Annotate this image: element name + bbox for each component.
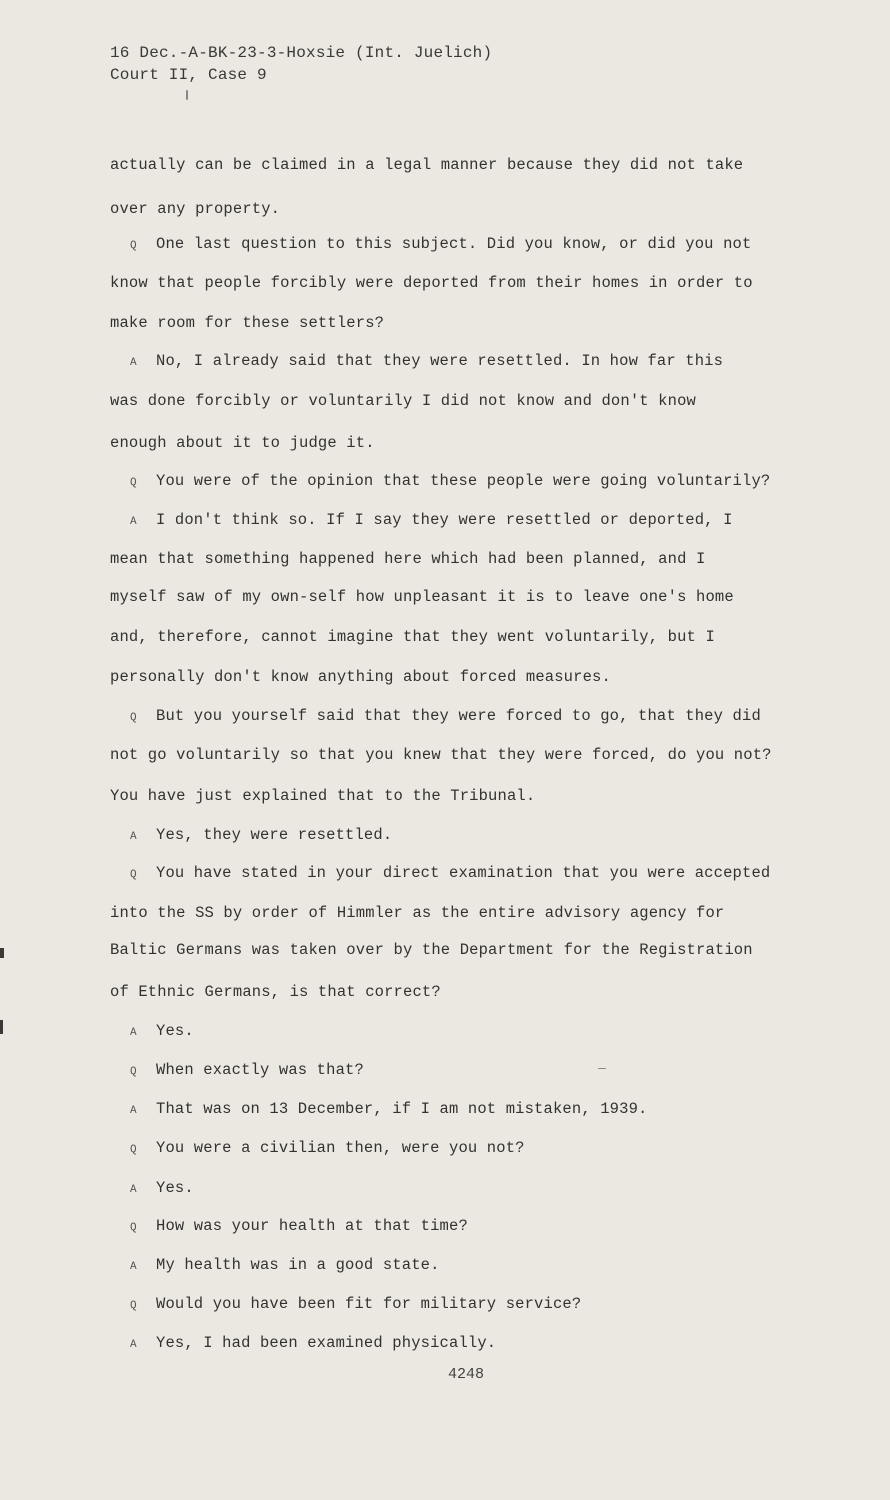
binding-mark [0,1020,3,1034]
question-line: Q One last question to this subject. Did you know, or did you not [130,235,752,253]
answer-marker: A [130,357,137,369]
text-line: not go voluntarily so that you knew that they were forced, do you not? [110,746,772,764]
answer-line: A Yes, I had been examined physically. [130,1334,497,1352]
question-marker: Q [130,1066,137,1078]
answer-line: A My health was in a good state. [130,1256,440,1274]
question-marker: Q [130,477,137,489]
question-marker: Q [130,869,137,881]
binding-mark [0,948,4,958]
answer-marker: A [130,1339,137,1351]
text-line: was done forcibly or voluntarily I did not know and don't know [110,392,696,410]
question-marker: Q [130,1300,137,1312]
answer-marker: A [130,1261,137,1273]
header-line-2: Court II, Case 9 [110,66,267,84]
answer-line: A Yes. [130,1022,194,1040]
question-line: Q Would you have been fit for military service? [130,1295,582,1313]
text-line: into the SS by order of Himmler as the entire advisory agency for [110,904,725,922]
text-line: actually can be claimed in a legal manner because they did not take [110,156,744,174]
answer-marker: A [130,516,137,528]
paper-speck [186,90,188,100]
text-line: and, therefore, cannot imagine that they went voluntarily, but I [110,628,715,646]
answer-line: A Yes. [130,1179,194,1197]
text-line: Baltic Germans was taken over by the Department for the Registration [110,941,753,959]
answer-marker: A [130,1184,137,1196]
text-line: You have just explained that to the Tribunal. [110,787,536,805]
question-line: Q But you yourself said that they were forced to go, that they did [130,707,761,725]
text-line: of Ethnic Germans, is that correct? [110,983,441,1001]
question-marker: Q [130,1144,137,1156]
text-line: over any property. [110,200,281,218]
paper-speck [598,1068,606,1069]
text-line: enough about it to judge it. [110,434,375,452]
text-line: personally don't know anything about forced measures. [110,668,611,686]
header-line-1: 16 Dec.-A-BK-23-3-Hoxsie (Int. Juelich) [110,44,493,62]
question-line: Q How was your health at that time? [130,1217,468,1235]
question-marker: Q [130,1222,137,1234]
answer-marker: A [130,831,137,843]
answer-marker: A [130,1027,137,1039]
question-line: Q You were a civilian then, were you not? [130,1139,525,1157]
text-line: make room for these settlers? [110,314,385,332]
question-marker: Q [130,712,137,724]
answer-marker: A [130,1105,137,1117]
answer-line: A That was on 13 December, if I am not mistaken, 1939. [130,1100,648,1118]
question-line: Q You have stated in your direct examination that you were accepted [130,864,771,882]
question-line: Q When exactly was that? [130,1061,364,1079]
answer-line: A I don't think so. If I say they were resettled or deported, I [130,511,733,529]
answer-line: A No, I already said that they were resettled. In how far this [130,352,724,370]
question-marker: Q [130,240,137,252]
text-line: mean that something happened here which had been planned, and I [110,550,706,568]
text-line: myself saw of my own-self how unpleasant it is to leave one's home [110,588,734,606]
answer-line: A Yes, they were resettled. [130,826,393,844]
page-number: 4248 [448,1366,485,1383]
question-line: Q You were of the opinion that these people were going voluntarily? [130,472,771,490]
text-line: know that people forcibly were deported from their homes in order to [110,274,753,292]
document-header [110,42,492,86]
